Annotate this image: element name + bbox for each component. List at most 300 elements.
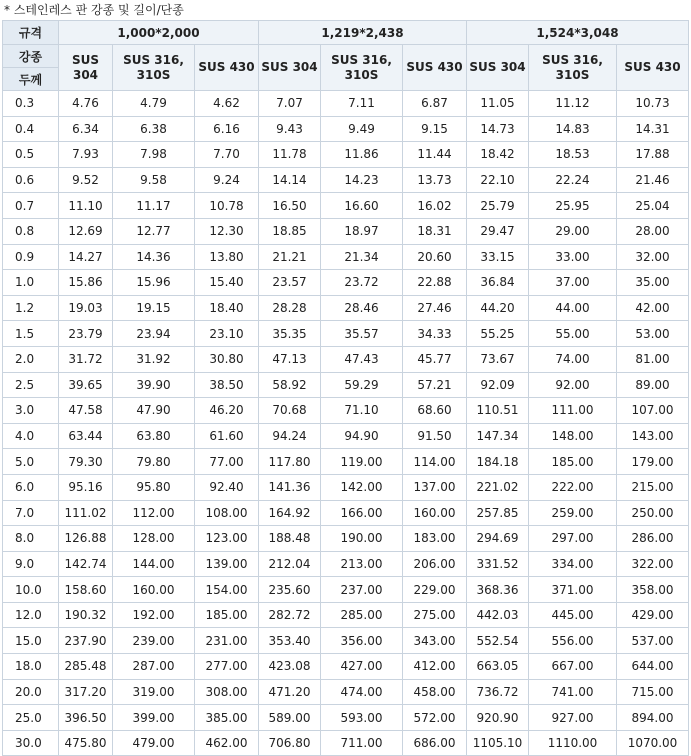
weight-cell: 686.00 [403,730,467,756]
weight-cell: 160.00 [113,577,195,603]
weight-cell: 334.00 [529,551,617,577]
weight-cell: 7.11 [321,91,403,117]
weight-cell: 34.33 [403,321,467,347]
weight-cell: 21.21 [259,244,321,270]
weight-cell: 143.00 [617,423,689,449]
header-size-1: 1,000*2,000 [59,21,259,45]
table-row [3,167,689,193]
weight-cell: 474.00 [321,679,403,705]
table-row [3,295,689,321]
weight-cell: 137.00 [403,474,467,500]
weight-cell: 275.00 [403,602,467,628]
table-row [3,449,689,475]
table-row [3,218,689,244]
weight-cell: 111.02 [59,500,113,526]
weight-cell: 9.24 [195,167,259,193]
weight-cell: 9.15 [403,116,467,142]
weight-cell: 15.96 [113,270,195,296]
thickness-cell: 8.0 [3,526,59,552]
weight-cell: 237.90 [59,628,113,654]
weight-cell: 19.15 [113,295,195,321]
weight-cell: 14.36 [113,244,195,270]
weight-cell: 73.67 [467,346,529,372]
weight-cell: 572.00 [403,705,467,731]
weight-cell: 1105.10 [467,730,529,756]
thickness-cell: 4.0 [3,423,59,449]
table-caption: * 스테인레스 판 강종 및 길이/단종 [4,3,184,17]
thickness-cell: 5.0 [3,449,59,475]
weight-cell: 213.00 [321,551,403,577]
weight-cell: 31.92 [113,346,195,372]
weight-cell: 423.08 [259,654,321,680]
header-thickness-label: 두께 [3,68,59,91]
weight-cell: 396.50 [59,705,113,731]
weight-cell: 108.00 [195,500,259,526]
thickness-cell: 2.5 [3,372,59,398]
weight-cell: 22.88 [403,270,467,296]
weight-cell: 259.00 [529,500,617,526]
weight-cell: 237.00 [321,577,403,603]
thickness-cell: 10.0 [3,577,59,603]
weight-cell: 322.00 [617,551,689,577]
weight-cell: 13.80 [195,244,259,270]
weight-cell: 1110.00 [529,730,617,756]
table-row [3,423,689,449]
weight-cell: 158.60 [59,577,113,603]
weight-cell: 19.03 [59,295,113,321]
weight-cell: 128.00 [113,526,195,552]
weight-cell: 107.00 [617,398,689,424]
weight-cell: 285.48 [59,654,113,680]
thickness-cell: 7.0 [3,500,59,526]
table-row [3,577,689,603]
table-row [3,270,689,296]
weight-cell: 11.44 [403,142,467,168]
weight-cell: 70.68 [259,398,321,424]
weight-cell: 47.13 [259,346,321,372]
weight-cell: 36.84 [467,270,529,296]
header-size-label: 규격 [3,21,59,45]
weight-cell: 11.86 [321,142,403,168]
weight-cell: 15.40 [195,270,259,296]
weight-cell: 179.00 [617,449,689,475]
weight-cell: 9.43 [259,116,321,142]
thickness-cell: 30.0 [3,730,59,756]
header-grade: SUS 304 [59,45,113,91]
table-row [3,91,689,117]
weight-cell: 114.00 [403,449,467,475]
table-body [3,91,689,756]
table-row [3,398,689,424]
table-row [3,628,689,654]
weight-cell: 28.46 [321,295,403,321]
weight-cell: 183.00 [403,526,467,552]
weight-cell: 57.21 [403,372,467,398]
weight-cell: 9.49 [321,116,403,142]
weight-cell: 556.00 [529,628,617,654]
weight-cell: 537.00 [617,628,689,654]
weight-cell: 154.00 [195,577,259,603]
weight-cell: 12.69 [59,218,113,244]
weight-cell: 663.05 [467,654,529,680]
weight-cell: 10.73 [617,91,689,117]
header-grade: SUS 304 [467,45,529,91]
weight-cell: 231.00 [195,628,259,654]
weight-cell: 221.02 [467,474,529,500]
thickness-cell: 15.0 [3,628,59,654]
weight-cell: 16.50 [259,193,321,219]
weight-cell: 6.34 [59,116,113,142]
header-size-2: 1,219*2,438 [259,21,467,45]
weight-cell: 61.60 [195,423,259,449]
weight-cell: 47.90 [113,398,195,424]
weight-cell: 63.80 [113,423,195,449]
weight-cell: 429.00 [617,602,689,628]
weight-cell: 160.00 [403,500,467,526]
table-row [3,244,689,270]
weight-cell: 589.00 [259,705,321,731]
thickness-cell: 0.4 [3,116,59,142]
weight-cell: 471.20 [259,679,321,705]
weight-cell: 185.00 [529,449,617,475]
weight-cell: 18.97 [321,218,403,244]
weight-cell: 71.10 [321,398,403,424]
table-row [3,705,689,731]
weight-cell: 15.86 [59,270,113,296]
weight-cell: 14.14 [259,167,321,193]
thickness-cell: 1.2 [3,295,59,321]
weight-cell: 33.15 [467,244,529,270]
weight-cell: 92.09 [467,372,529,398]
weight-cell: 286.00 [617,526,689,552]
weight-cell: 28.00 [617,218,689,244]
weight-cell: 92.00 [529,372,617,398]
table-row [3,116,689,142]
weight-cell: 39.65 [59,372,113,398]
header-grade: SUS 430 [617,45,689,91]
weight-cell: 7.98 [113,142,195,168]
weight-cell: 371.00 [529,577,617,603]
table-row [3,372,689,398]
weight-cell: 475.80 [59,730,113,756]
weight-cell: 706.80 [259,730,321,756]
weight-cell: 123.00 [195,526,259,552]
weight-cell: 14.27 [59,244,113,270]
weight-cell: 164.92 [259,500,321,526]
weight-cell: 14.83 [529,116,617,142]
weight-cell: 190.00 [321,526,403,552]
weight-cell: 11.05 [467,91,529,117]
weight-cell: 55.00 [529,321,617,347]
weight-cell: 39.90 [113,372,195,398]
thickness-cell: 2.0 [3,346,59,372]
weight-cell: 63.44 [59,423,113,449]
weight-cell: 45.77 [403,346,467,372]
weight-cell: 331.52 [467,551,529,577]
weight-cell: 927.00 [529,705,617,731]
weight-cell: 92.40 [195,474,259,500]
weight-cell: 427.00 [321,654,403,680]
weight-cell: 6.16 [195,116,259,142]
table-row [3,679,689,705]
thickness-cell: 6.0 [3,474,59,500]
thickness-cell: 0.6 [3,167,59,193]
table-row [3,730,689,756]
weight-cell: 30.80 [195,346,259,372]
header-grade: SUS 430 [195,45,259,91]
weight-cell: 6.87 [403,91,467,117]
weight-cell: 23.10 [195,321,259,347]
weight-cell: 412.00 [403,654,467,680]
weight-cell: 79.80 [113,449,195,475]
weight-cell: 445.00 [529,602,617,628]
weight-cell: 37.00 [529,270,617,296]
weight-cell: 119.00 [321,449,403,475]
weight-cell: 282.72 [259,602,321,628]
weight-cell: 95.80 [113,474,195,500]
thickness-cell: 12.0 [3,602,59,628]
weight-cell: 14.31 [617,116,689,142]
weight-cell: 23.79 [59,321,113,347]
weight-cell: 250.00 [617,500,689,526]
weight-cell: 11.12 [529,91,617,117]
weight-cell: 667.00 [529,654,617,680]
weight-cell: 31.72 [59,346,113,372]
weight-cell: 110.51 [467,398,529,424]
weight-cell: 21.46 [617,167,689,193]
weight-cell: 736.72 [467,679,529,705]
weight-cell: 25.79 [467,193,529,219]
weight-cell: 229.00 [403,577,467,603]
weight-cell: 212.04 [259,551,321,577]
weight-cell: 29.00 [529,218,617,244]
weight-cell: 23.72 [321,270,403,296]
weight-cell: 4.76 [59,91,113,117]
weight-cell: 79.30 [59,449,113,475]
weight-cell: 399.00 [113,705,195,731]
weight-cell: 18.42 [467,142,529,168]
weight-cell: 317.20 [59,679,113,705]
weight-cell: 21.34 [321,244,403,270]
weight-cell: 190.32 [59,602,113,628]
weight-cell: 47.43 [321,346,403,372]
weight-cell: 297.00 [529,526,617,552]
thickness-cell: 0.3 [3,91,59,117]
weight-cell: 10.78 [195,193,259,219]
weight-cell: 17.88 [617,142,689,168]
header-grade: SUS 316, 310S [529,45,617,91]
weight-cell: 20.60 [403,244,467,270]
weight-cell: 18.31 [403,218,467,244]
weight-cell: 38.50 [195,372,259,398]
weight-cell: 14.23 [321,167,403,193]
weight-cell: 7.70 [195,142,259,168]
weight-cell: 11.78 [259,142,321,168]
weight-cell: 358.00 [617,577,689,603]
weight-cell: 35.57 [321,321,403,347]
weight-cell: 11.10 [59,193,113,219]
weight-cell: 27.46 [403,295,467,321]
table-row [3,321,689,347]
weight-cell: 117.80 [259,449,321,475]
weight-cell: 9.52 [59,167,113,193]
weight-cell: 7.93 [59,142,113,168]
stainless-weight-table [2,20,689,756]
weight-cell: 462.00 [195,730,259,756]
weight-cell: 77.00 [195,449,259,475]
weight-cell: 18.40 [195,295,259,321]
weight-cell: 715.00 [617,679,689,705]
weight-cell: 147.34 [467,423,529,449]
weight-cell: 185.00 [195,602,259,628]
weight-cell: 368.36 [467,577,529,603]
weight-cell: 711.00 [321,730,403,756]
thickness-cell: 9.0 [3,551,59,577]
weight-cell: 53.00 [617,321,689,347]
weight-cell: 22.10 [467,167,529,193]
weight-cell: 139.00 [195,551,259,577]
weight-cell: 74.00 [529,346,617,372]
thickness-cell: 1.5 [3,321,59,347]
weight-cell: 458.00 [403,679,467,705]
header-grade: SUS 430 [403,45,467,91]
weight-cell: 239.00 [113,628,195,654]
weight-cell: 11.17 [113,193,195,219]
weight-cell: 16.02 [403,193,467,219]
weight-cell: 593.00 [321,705,403,731]
weight-cell: 112.00 [113,500,195,526]
weight-cell: 6.38 [113,116,195,142]
header-size-3: 1,524*3,048 [467,21,689,45]
table-row [3,602,689,628]
weight-cell: 287.00 [113,654,195,680]
weight-cell: 44.00 [529,295,617,321]
weight-cell: 644.00 [617,654,689,680]
weight-cell: 222.00 [529,474,617,500]
header-grade: SUS 304 [259,45,321,91]
weight-cell: 479.00 [113,730,195,756]
thickness-cell: 18.0 [3,654,59,680]
weight-cell: 285.00 [321,602,403,628]
weight-cell: 58.92 [259,372,321,398]
weight-cell: 9.58 [113,167,195,193]
header-grade: SUS 316, 310S [321,45,403,91]
weight-cell: 29.47 [467,218,529,244]
weight-cell: 144.00 [113,551,195,577]
weight-cell: 552.54 [467,628,529,654]
weight-cell: 33.00 [529,244,617,270]
weight-cell: 215.00 [617,474,689,500]
weight-cell: 46.20 [195,398,259,424]
weight-cell: 22.24 [529,167,617,193]
weight-cell: 28.28 [259,295,321,321]
thickness-cell: 0.7 [3,193,59,219]
weight-cell: 35.35 [259,321,321,347]
table-row [3,526,689,552]
thickness-cell: 0.5 [3,142,59,168]
thickness-cell: 0.9 [3,244,59,270]
table-row [3,193,689,219]
weight-cell: 188.48 [259,526,321,552]
weight-cell: 192.00 [113,602,195,628]
weight-cell: 385.00 [195,705,259,731]
weight-cell: 14.73 [467,116,529,142]
weight-cell: 91.50 [403,423,467,449]
weight-cell: 18.53 [529,142,617,168]
weight-cell: 7.07 [259,91,321,117]
weight-cell: 25.95 [529,193,617,219]
table-row [3,474,689,500]
header-grade-label: 강종 [3,45,59,68]
table-row [3,142,689,168]
weight-cell: 166.00 [321,500,403,526]
weight-cell: 206.00 [403,551,467,577]
weight-cell: 920.90 [467,705,529,731]
weight-cell: 47.58 [59,398,113,424]
weight-cell: 55.25 [467,321,529,347]
table-row [3,654,689,680]
weight-cell: 111.00 [529,398,617,424]
weight-cell: 142.74 [59,551,113,577]
weight-cell: 81.00 [617,346,689,372]
weight-cell: 142.00 [321,474,403,500]
weight-cell: 4.62 [195,91,259,117]
thickness-cell: 1.0 [3,270,59,296]
weight-cell: 12.30 [195,218,259,244]
header-grade: SUS 316, 310S [113,45,195,91]
thickness-cell: 25.0 [3,705,59,731]
weight-cell: 141.36 [259,474,321,500]
thickness-cell: 20.0 [3,679,59,705]
weight-cell: 126.88 [59,526,113,552]
weight-cell: 32.00 [617,244,689,270]
weight-cell: 277.00 [195,654,259,680]
table-row [3,500,689,526]
weight-cell: 353.40 [259,628,321,654]
weight-cell: 12.77 [113,218,195,244]
weight-cell: 4.79 [113,91,195,117]
weight-cell: 94.24 [259,423,321,449]
weight-cell: 308.00 [195,679,259,705]
weight-cell: 894.00 [617,705,689,731]
table-row [3,551,689,577]
weight-cell: 23.57 [259,270,321,296]
weight-cell: 94.90 [321,423,403,449]
weight-cell: 42.00 [617,295,689,321]
weight-cell: 257.85 [467,500,529,526]
weight-cell: 25.04 [617,193,689,219]
weight-cell: 44.20 [467,295,529,321]
weight-cell: 184.18 [467,449,529,475]
weight-cell: 741.00 [529,679,617,705]
weight-cell: 35.00 [617,270,689,296]
weight-cell: 294.69 [467,526,529,552]
weight-cell: 23.94 [113,321,195,347]
weight-cell: 235.60 [259,577,321,603]
weight-cell: 16.60 [321,193,403,219]
weight-cell: 68.60 [403,398,467,424]
weight-cell: 18.85 [259,218,321,244]
table-row [3,346,689,372]
weight-cell: 59.29 [321,372,403,398]
weight-cell: 89.00 [617,372,689,398]
weight-cell: 356.00 [321,628,403,654]
thickness-cell: 3.0 [3,398,59,424]
weight-cell: 13.73 [403,167,467,193]
weight-cell: 148.00 [529,423,617,449]
thickness-cell: 0.8 [3,218,59,244]
weight-cell: 1070.00 [617,730,689,756]
